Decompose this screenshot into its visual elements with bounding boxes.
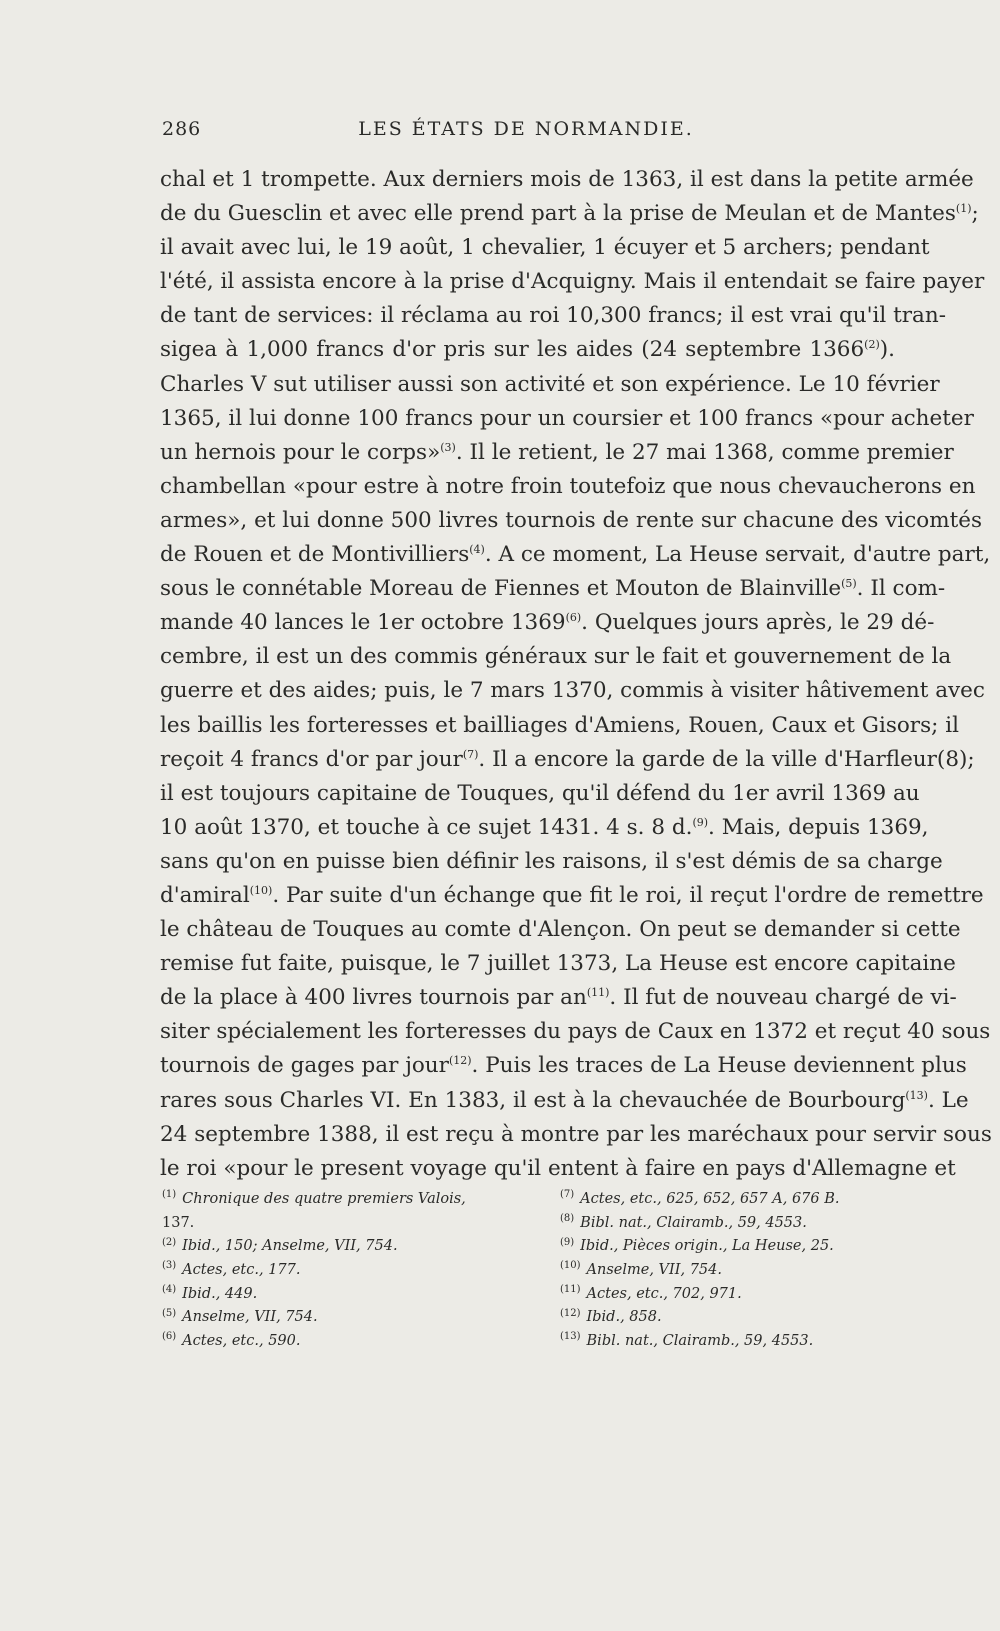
text-line bbox=[160, 743, 975, 777]
line-text: guerre et des aides; puis, le 7 mars 1370, commis à visiter hâtivement avec bbox=[160, 678, 985, 704]
footnote bbox=[560, 1330, 882, 1354]
text-line bbox=[160, 913, 961, 947]
footnote bbox=[560, 1235, 882, 1259]
footnote bbox=[162, 1306, 492, 1330]
text-line bbox=[160, 470, 976, 504]
text-line bbox=[160, 640, 952, 674]
line-text: cembre, il est un des commis généraux sur le fait et gouvernement de la bbox=[160, 644, 952, 670]
text-line bbox=[160, 368, 940, 402]
line-text: sous le connétable Moreau de Fiennes et Mouton de Blainville bbox=[160, 576, 842, 602]
footnote-number: (7) bbox=[560, 1189, 575, 1201]
footnotes-right-column bbox=[560, 1188, 882, 1354]
footnote-text: Ibid., 150; Anselme, VII, 754. bbox=[182, 1238, 398, 1255]
line-text: les baillis les forteresses et bailliages d'Amiens, Rouen, Caux et Gisors; il bbox=[160, 712, 959, 738]
footnote-ref: (9) bbox=[692, 815, 709, 829]
footnote bbox=[162, 1330, 492, 1354]
line-text: rares sous Charles VI. En 1383, il est à la chevauchée de Bourbourg bbox=[160, 1087, 906, 1113]
text-line bbox=[160, 231, 930, 265]
line-text: . Puis les traces de La Heuse deviennent plus bbox=[471, 1053, 967, 1079]
footnote bbox=[162, 1188, 492, 1212]
footnote bbox=[560, 1306, 882, 1330]
text-line bbox=[160, 436, 954, 470]
footnote-text: Bibl. nat., Clairamb., 59, 4553. bbox=[580, 1214, 807, 1231]
line-text: Charles V sut utiliser aussi son activité et son expérience. Le 10 février bbox=[160, 371, 940, 397]
line-text: le roi «pour le present voyage qu'il entent à faire en pays d'Allemagne et bbox=[160, 1155, 956, 1181]
footnote-number: (10) bbox=[560, 1260, 581, 1272]
line-text: . Mais, depuis 1369, bbox=[708, 814, 929, 840]
line-text: de tant de services: il réclama au roi 10,300 francs; il est vrai qu'il tran- bbox=[160, 303, 946, 329]
footnote-number: (4) bbox=[162, 1283, 177, 1295]
line-text: . Il le retient, le 27 mai 1368, comme premier bbox=[455, 439, 954, 465]
line-text: siter spécialement les forteresses du pays de Caux en 1372 et reçut 40 sous bbox=[160, 1019, 991, 1045]
footnote-ref: (5) bbox=[841, 576, 857, 590]
footnote-text: Ibid., 449. bbox=[182, 1285, 258, 1302]
footnote-number: (6) bbox=[162, 1331, 177, 1343]
text-line bbox=[160, 811, 929, 845]
line-text: le château de Touques au comte d'Alençon. On peut se demander si cette bbox=[160, 917, 961, 943]
line-text: un hernois pour le corps» bbox=[160, 439, 441, 465]
text-line bbox=[160, 1118, 992, 1152]
line-text: de du Guesclin et avec elle prend part à la prise de Meulan et de Mantes bbox=[160, 201, 956, 227]
line-text: de Rouen et de Montivilliers bbox=[160, 542, 470, 568]
line-text: il avait avec lui, le 19 août, 1 chevalier, 1 écuyer et 5 archers; pendant bbox=[160, 235, 930, 261]
footnote-number: (11) bbox=[560, 1283, 581, 1295]
footnote bbox=[162, 1259, 492, 1283]
footnote-text: Anselme, VII, 754. bbox=[586, 1262, 722, 1279]
footnote-text: Bibl. nat., Clairamb., 59, 4553. bbox=[586, 1333, 814, 1350]
footnote-number: (13) bbox=[560, 1331, 581, 1343]
line-text: . Il a encore la garde de la ville d'Harfleur(8); bbox=[478, 746, 975, 772]
text-line bbox=[160, 845, 943, 879]
line-text: . A ce moment, La Heuse servait, d'autre part, bbox=[484, 542, 991, 568]
footnote-number: (9) bbox=[560, 1236, 575, 1248]
line-text: . Le bbox=[927, 1087, 969, 1113]
line-text: de la place à 400 livres tournois par an bbox=[160, 985, 587, 1011]
footnote-ref: (4) bbox=[469, 542, 485, 556]
footnote-ref: (7) bbox=[462, 747, 479, 761]
footnotes-left-column bbox=[162, 1188, 492, 1354]
footnote-text: Actes, etc., 177. bbox=[182, 1262, 301, 1279]
line-text: tournois de gages par jour bbox=[160, 1053, 449, 1079]
footnote-text: Actes, etc., 625, 652, 657 A, 676 B. bbox=[580, 1191, 840, 1207]
text-line bbox=[160, 777, 920, 811]
footnote-text: Ibid., Pièces origin., La Heuse, 25. bbox=[580, 1238, 834, 1255]
body-text bbox=[160, 163, 992, 1186]
footnote-number: (2) bbox=[162, 1236, 177, 1248]
text-line bbox=[160, 1084, 969, 1118]
running-title: LES ÉTATS DE NORMANDIE. bbox=[358, 118, 694, 140]
footnote-ref: (2) bbox=[864, 338, 880, 352]
line-text: sans qu'on en puisse bien définir les raisons, il s'est démis de sa charge bbox=[160, 848, 943, 874]
text-line bbox=[160, 674, 985, 708]
text-line bbox=[160, 504, 983, 538]
footnote bbox=[560, 1259, 882, 1283]
footnote-number: (12) bbox=[560, 1307, 581, 1319]
line-text: ; bbox=[971, 201, 979, 227]
line-text: 1365, il lui donne 100 francs pour un coursier et 100 francs «pour acheter bbox=[160, 405, 974, 431]
text-line bbox=[160, 1152, 956, 1186]
footnote-text: Actes, etc., 702, 971. bbox=[586, 1285, 742, 1302]
line-text: reçoit 4 francs d'or par jour bbox=[160, 746, 463, 772]
footnote-ref: (11) bbox=[586, 986, 610, 1000]
footnote-continuation: 137. bbox=[162, 1214, 195, 1231]
text-line bbox=[160, 981, 957, 1015]
footnote-text: Ibid., 858. bbox=[586, 1309, 662, 1326]
footnote-ref: (6) bbox=[565, 611, 582, 625]
footnote-text: Actes, etc., 590. bbox=[182, 1333, 301, 1350]
line-text: armes», et lui donne 500 livres tournois de rente sur chacune des vicomtés bbox=[160, 507, 983, 533]
text-line bbox=[160, 265, 985, 299]
footnote-text: Anselme, VII, 754. bbox=[182, 1309, 318, 1326]
footnote bbox=[560, 1188, 882, 1212]
line-text: chal et 1 trompette. Aux derniers mois de 1363, il est dans la petite armée bbox=[160, 167, 974, 192]
footnote-number: (8) bbox=[560, 1212, 575, 1224]
text-line bbox=[160, 572, 946, 606]
footnote-text: Chronique des quatre premiers Valois, bbox=[182, 1191, 466, 1207]
line-text: sigea à 1,000 francs d'or pris sur les aides (24 septembre 1366 bbox=[160, 337, 865, 363]
footnote-ref: (13) bbox=[905, 1088, 928, 1102]
footnote-ref: (1) bbox=[955, 201, 972, 215]
footnote bbox=[560, 1283, 882, 1307]
footnote-ref: (10) bbox=[249, 883, 273, 897]
line-text: d'amiral bbox=[160, 882, 250, 908]
line-text: mande 40 lances le 1er octobre 1369 bbox=[160, 610, 566, 636]
footnote bbox=[560, 1212, 882, 1236]
footnote-number: (5) bbox=[162, 1307, 177, 1319]
text-line bbox=[160, 709, 959, 743]
text-line bbox=[160, 538, 991, 572]
line-text: chambellan «pour estre à notre froin toutefoiz que nous chevaucherons en bbox=[160, 473, 976, 499]
footnote-number: (1) bbox=[162, 1189, 177, 1201]
line-text: . Quelques jours après, le 29 dé- bbox=[581, 610, 935, 636]
footnote-number: (3) bbox=[162, 1260, 177, 1272]
footnote bbox=[162, 1283, 492, 1307]
page-number: 286 bbox=[162, 118, 202, 140]
text-line bbox=[160, 402, 974, 436]
line-text: il est toujours capitaine de Touques, qu'il défend du 1er avril 1369 au bbox=[160, 780, 920, 806]
text-line bbox=[160, 1015, 991, 1049]
footnote-ref: (12) bbox=[448, 1054, 472, 1068]
text-line bbox=[160, 197, 979, 231]
text-line bbox=[160, 333, 895, 367]
line-text: . Il com- bbox=[856, 576, 946, 602]
footnote-ref: (3) bbox=[440, 440, 456, 454]
text-line bbox=[160, 299, 946, 333]
line-text: 10 août 1370, et touche à ce sujet 1431. 4 s. 8 d. bbox=[160, 814, 693, 840]
text-line bbox=[160, 606, 935, 640]
text-line bbox=[160, 163, 974, 197]
line-text: remise fut faite, puisque, le 7 juillet 1373, La Heuse est encore capitaine bbox=[160, 951, 956, 977]
page-header bbox=[162, 118, 890, 148]
line-text: . Il fut de nouveau chargé de vi- bbox=[609, 985, 957, 1011]
footnote bbox=[162, 1235, 492, 1259]
text-line bbox=[160, 1049, 967, 1083]
line-text: l'été, il assista encore à la prise d'Acquigny. Mais il entendait se faire payer bbox=[160, 269, 985, 295]
text-line bbox=[160, 947, 956, 981]
text-line bbox=[160, 879, 984, 913]
line-text: . Par suite d'un échange que fit le roi, il reçut l'ordre de remettre bbox=[272, 882, 984, 908]
line-text: ). bbox=[879, 337, 895, 363]
line-text: 24 septembre 1388, il est reçu à montre par les maréchaux pour servir sous bbox=[160, 1121, 992, 1147]
